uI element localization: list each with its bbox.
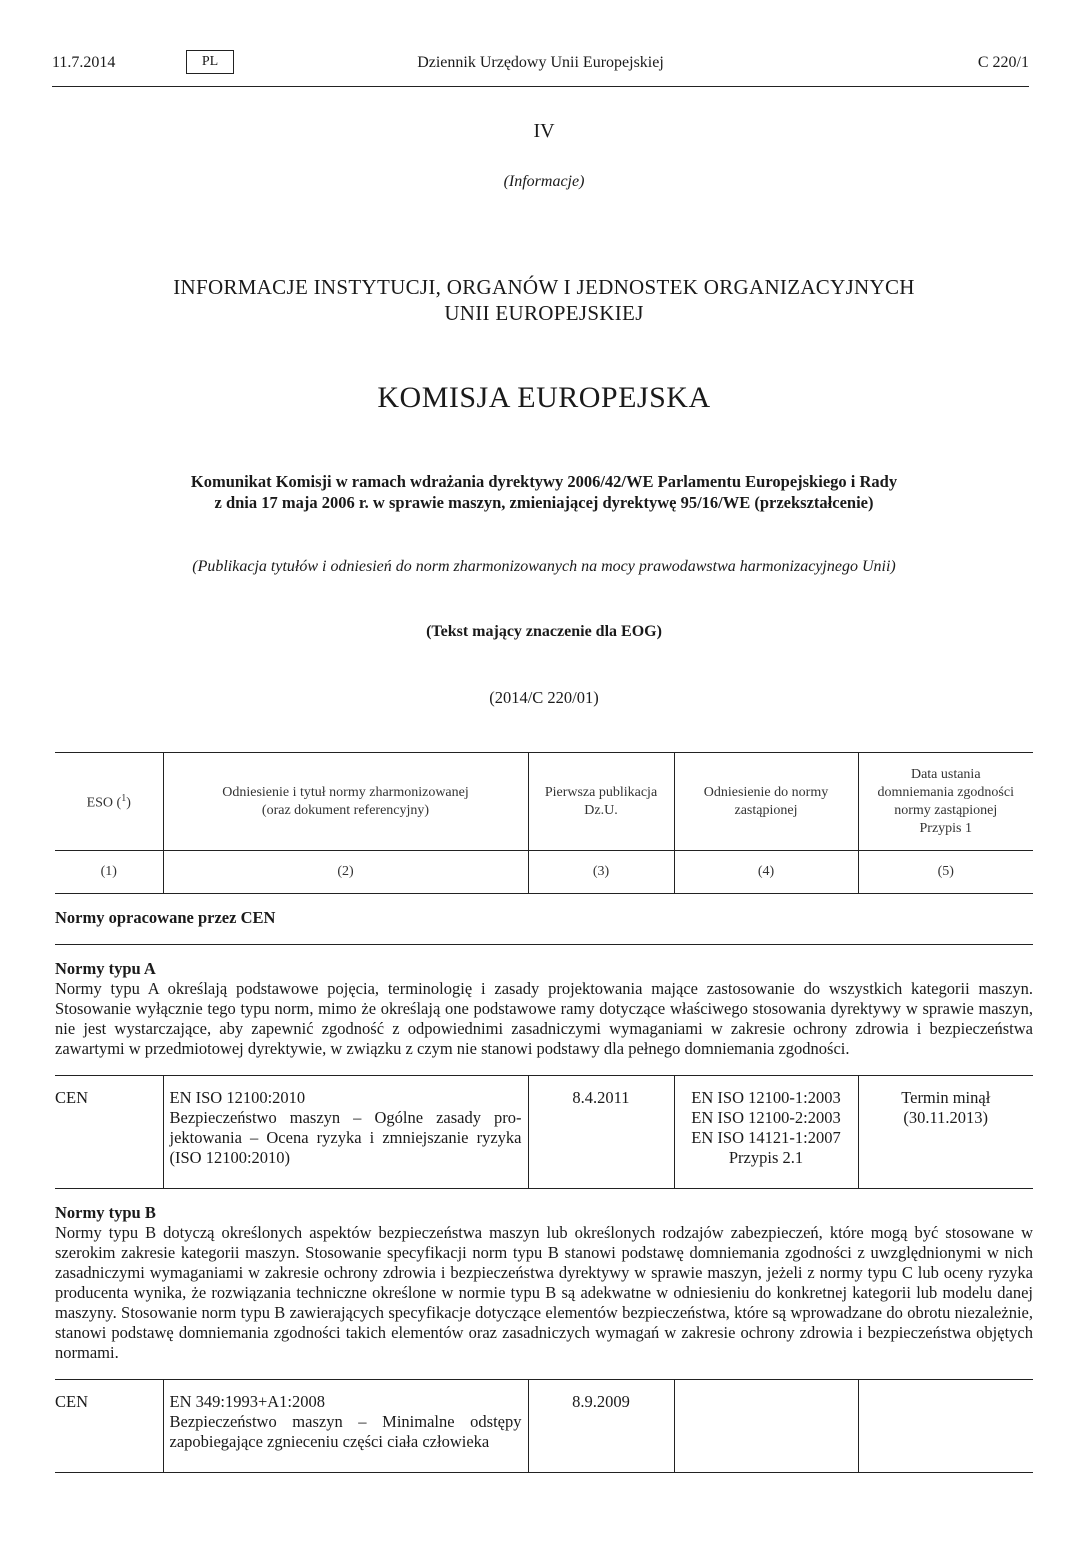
header-eso-label: ESO (86, 795, 114, 811)
header-line: zastąpionej (734, 802, 798, 818)
row-cessation (858, 1380, 1033, 1473)
row-cessation (858, 1076, 1033, 1189)
column-number: (5) (858, 851, 1033, 894)
row-first-publication: 8.4.2011 (528, 1076, 674, 1189)
type-a-title: Normy typu A (55, 959, 156, 978)
institutions-heading-line: UNII EUROPEJSKIEJ (444, 301, 644, 325)
header-line: Pierwsza publikacja (544, 784, 658, 800)
type-b-title: Normy typu B (55, 1203, 156, 1222)
type-a-description (55, 945, 1033, 1076)
communication-title-line: Komunikat Komisji w ramach wdrażania dyrektywy 2006/42/WE Parlamentu Europejskiego i Rady (190, 472, 898, 491)
document-reference: (2014/C 220/01) (489, 688, 599, 707)
table-header-row (55, 753, 1033, 851)
communication-title-line: z dnia 17 maja 2006 r. w sprawie maszyn, zmieniającej dyrektywę 95/16/WE (przekształcenie) (214, 493, 874, 512)
column-number: (1) (55, 851, 163, 894)
institutions-heading-line: INFORMACJE INSTYTUCJI, ORGANÓW I JEDNOSTEK ORGANIZACYJNYCH (173, 275, 915, 299)
row-superseded (674, 1076, 858, 1189)
row-first-publication: 8.9.2009 (528, 1380, 674, 1473)
standard-title: Bezpieczeństwo maszyn – Ogólne zasady projektowania – Ocena ryzyka i zmniejszanie ryzyka (ISO 12100:2010) (169, 1108, 522, 1167)
header-reference-title (163, 753, 528, 851)
header-superseded (674, 753, 858, 851)
eea-note: (Tekst mający znaczenie dla EOG) (426, 623, 662, 640)
superseded-standard: EN ISO 12100-1:2003 (691, 1088, 841, 1107)
header-line: Przypis 1 (919, 820, 972, 836)
table-row (55, 1380, 1033, 1473)
journal-header (52, 50, 1029, 87)
header-line: Odniesienie i tytuł normy zharmonizowanej (222, 784, 469, 800)
section-label: (Informacje) (503, 173, 585, 190)
row-eso: CEN (55, 1076, 163, 1189)
column-number: (4) (674, 851, 858, 894)
footnote-marker[interactable]: 1 (121, 793, 127, 805)
section-number: IV (533, 120, 555, 142)
type-b-row (55, 1189, 1033, 1380)
superseded-standard: EN ISO 12100-2:2003 (691, 1108, 841, 1127)
header-line: (oraz dokument referencyjny) (261, 802, 430, 818)
header-eso: ESO ($^1$) (55, 753, 163, 851)
row-standard (163, 1076, 528, 1189)
column-number: (3) (528, 851, 674, 894)
column-number: (2) (163, 851, 528, 894)
cessation-date: (30.11.2013) (903, 1108, 989, 1127)
superseded-note: Przypis 2.1 (728, 1148, 804, 1167)
publication-date: 11.7.2014 (52, 54, 116, 71)
commission-heading: KOMISJA EUROPEJSKA (377, 381, 711, 414)
page-reference: C 220/1 (977, 54, 1029, 71)
header-line: Data ustania (910, 766, 981, 782)
type-a-text: Normy typu A określają podstawowe pojęcia, terminologię i zasady projektowania mające zastosowanie do wszystkich kategorii maszyn. Stosowanie wyłącznie tego typu norm, mimo że określają one podstawowe ramy dotyczące właściwego stosowania dyrektywy w sprawie maszyn, nie jest wystarczające, aby zapewnić zgodność z odpowiednimi zasadniczymi wymaganiami w zakresie ochrony zdrowia i bezpieczeństwa zawartymi w przedmiotowej dyrektywie, w związku z czym nie stanowi podstawy dla pełnego domniemania zgodności. (55, 979, 1033, 1058)
type-a-row (55, 945, 1033, 1076)
header-cessation-date (858, 753, 1033, 851)
cessation-status: Termin minął (901, 1088, 991, 1107)
type-b-description (55, 1189, 1033, 1380)
publication-note: (Publikacja tytułów i odniesień do norm zharmonizowanych na mocy prawodawstwa harmonizacyjnego Unii) (192, 558, 896, 575)
section-row (55, 894, 1033, 945)
column-number-row (55, 851, 1033, 894)
superseded-standard: EN ISO 14121-1:2007 (691, 1128, 841, 1147)
row-standard (163, 1380, 528, 1473)
row-superseded (674, 1380, 858, 1473)
header-line: Odniesienie do normy (703, 784, 829, 800)
header-line: normy zastąpionej (894, 802, 998, 818)
standard-title: Bezpieczeństwo maszyn – Minimalne odstępy zapobiegające zgnieceniu części ciała człowieka (169, 1412, 522, 1451)
header-line: Dz.U. (584, 802, 618, 818)
standard-reference: EN ISO 12100:2010 (169, 1088, 306, 1107)
journal-title: Dziennik Urzędowy Unii Europejskiej (417, 54, 664, 71)
table-row (55, 1076, 1033, 1189)
institutions-heading (52, 274, 1036, 326)
header-line: domniemania zgodności (877, 784, 1014, 800)
standards-table (55, 752, 1033, 1473)
language-badge: PL (186, 50, 234, 74)
cen-section-heading: Normy opracowane przez CEN (55, 894, 1033, 945)
row-eso: CEN (55, 1380, 163, 1473)
type-b-text: Normy typu B dotyczą określonych aspektów bezpieczeństwa maszyn lub określonych rodzajów zabezpieczeń, które mogą być stosowane w szerokim zakresie kategorii maszyn. Stosowanie specyfikacji norm typu B stanowi podstawę domniemania zgodności z uwzględnionymi w nich zasadniczymi wymaganiami w zakresie ochrony zdrowia i bezpieczeństwa dyrektywy w sprawie maszyn, jeżeli z normy typu C lub oceny ryzyka producenta wynika, że rozwiązania techniczne określone w normie typu B są adekwatne w odniesieniu do konkretnej kategorii lub modelu danej maszyny. Stosowanie norm typu B zawierających specyfikacje dotyczące elementów bezpieczeństwa, które są wprowadzane do obrotu niezależnie, stanowi podstawę domniemania zgodności takich elementów oraz zasadniczych wymagań w zakresie ochrony zdrowia i bezpieczeństwa objętych normami. (55, 1223, 1033, 1362)
header-first-publication (528, 753, 674, 851)
standard-reference: EN 349:1993+A1:2008 (169, 1392, 326, 1411)
communication-title (52, 471, 1036, 513)
